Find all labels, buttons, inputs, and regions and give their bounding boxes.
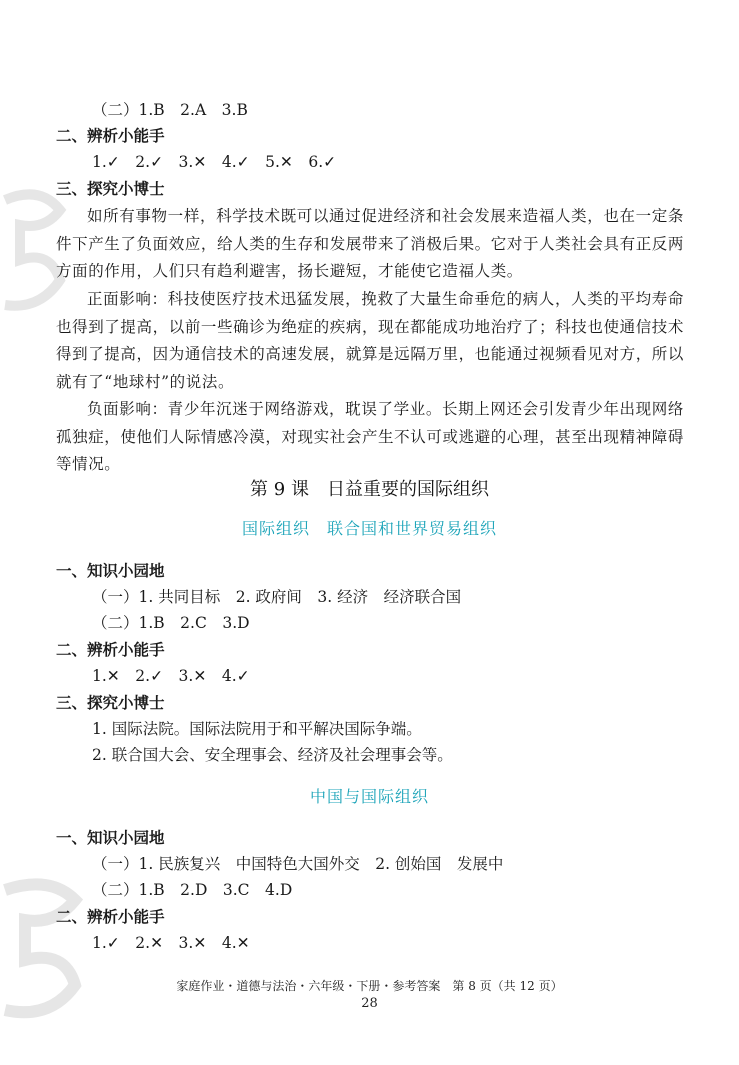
- section1-heading-knowledge: 一、知识小园地: [56, 562, 165, 580]
- analysis-answers: 1.✓ 2.✓ 3.✕ 4.✓ 5.✕ 6.✓: [92, 153, 337, 171]
- section2-knowledge-part2: （二）1.B 2.D 3.C 4.D: [92, 881, 293, 899]
- part2-answers: （二）1.B 2.A 3.B: [92, 101, 248, 119]
- section1-heading-analysis: 二、辨析小能手: [56, 641, 165, 659]
- section1-explore-answer2: 2. 联合国大会、安全理事会、经济及社会理事会等。: [92, 746, 453, 764]
- paragraph-intro: 如所有事物一样，科学技术既可以通过促进经济和社会发展来造福人类，也在一定条件下产生了负面效应，给人类的生存和发展带来了消极后果。它对于人类社会具有正反两方面的作用，人们只有趋利避害，扬长避短，才能使它造福人类。: [56, 207, 684, 281]
- section-title-china-intl-orgs: 中国与国际组织: [309, 787, 429, 806]
- paragraph-negative: 负面影响：青少年沉迷于网络游戏，耽误了学业。长期上网还会引发青少年出现网络孤独症，使他们人际情感冷漠，对现实社会产生不认可或逃避的心理，甚至出现精神障碍等情况。: [56, 400, 684, 474]
- section-heading-explore: 三、探究小博士: [56, 180, 165, 198]
- footer-caption: 家庭作业・道德与法治・六年级・下册・参考答案 第 8 页（共 12 页）: [176, 979, 563, 993]
- section2-heading-analysis: 二、辨析小能手: [56, 908, 165, 926]
- section-heading-analysis: 二、辨析小能手: [56, 127, 165, 145]
- section1-explore-answer1: 1. 国际法院。国际法院用于和平解决国际争端。: [92, 720, 422, 738]
- paragraph-positive: 正面影响：科技使医疗技术迅猛发展，挽救了大量生命垂危的病人，人类的平均寿命也得到了提高，以前一些确诊为绝症的疾病，现在都能成功地治疗了；科技也使通信技术得到了提高，因为通信技术的高速发展，就算是远隔万里，也能通过视频看见对方，所以就有了“地球村”的说法。: [56, 290, 684, 391]
- section1-knowledge-part1: （一）1. 共同目标 2. 政府间 3. 经济 经济联合国: [92, 588, 462, 606]
- section2-heading-knowledge: 一、知识小园地: [56, 829, 165, 847]
- section2-analysis-answers: 1.✓ 2.✕ 3.✕ 4.✕: [92, 934, 250, 952]
- section1-knowledge-part2: （二）1.B 2.C 3.D: [92, 614, 250, 632]
- section-title-un-wto: 国际组织 联合国和世界贸易组织: [241, 519, 497, 538]
- section1-analysis-answers: 1.✕ 2.✓ 3.✕ 4.✓: [92, 667, 250, 685]
- section1-heading-explore: 三、探究小博士: [56, 694, 165, 712]
- lesson-title: 第 9 课 日益重要的国际组织: [250, 479, 489, 500]
- page-number: 28: [361, 996, 378, 1011]
- section2-knowledge-part1: （一）1. 民族复兴 中国特色大国外交 2. 创始国 发展中: [92, 855, 504, 873]
